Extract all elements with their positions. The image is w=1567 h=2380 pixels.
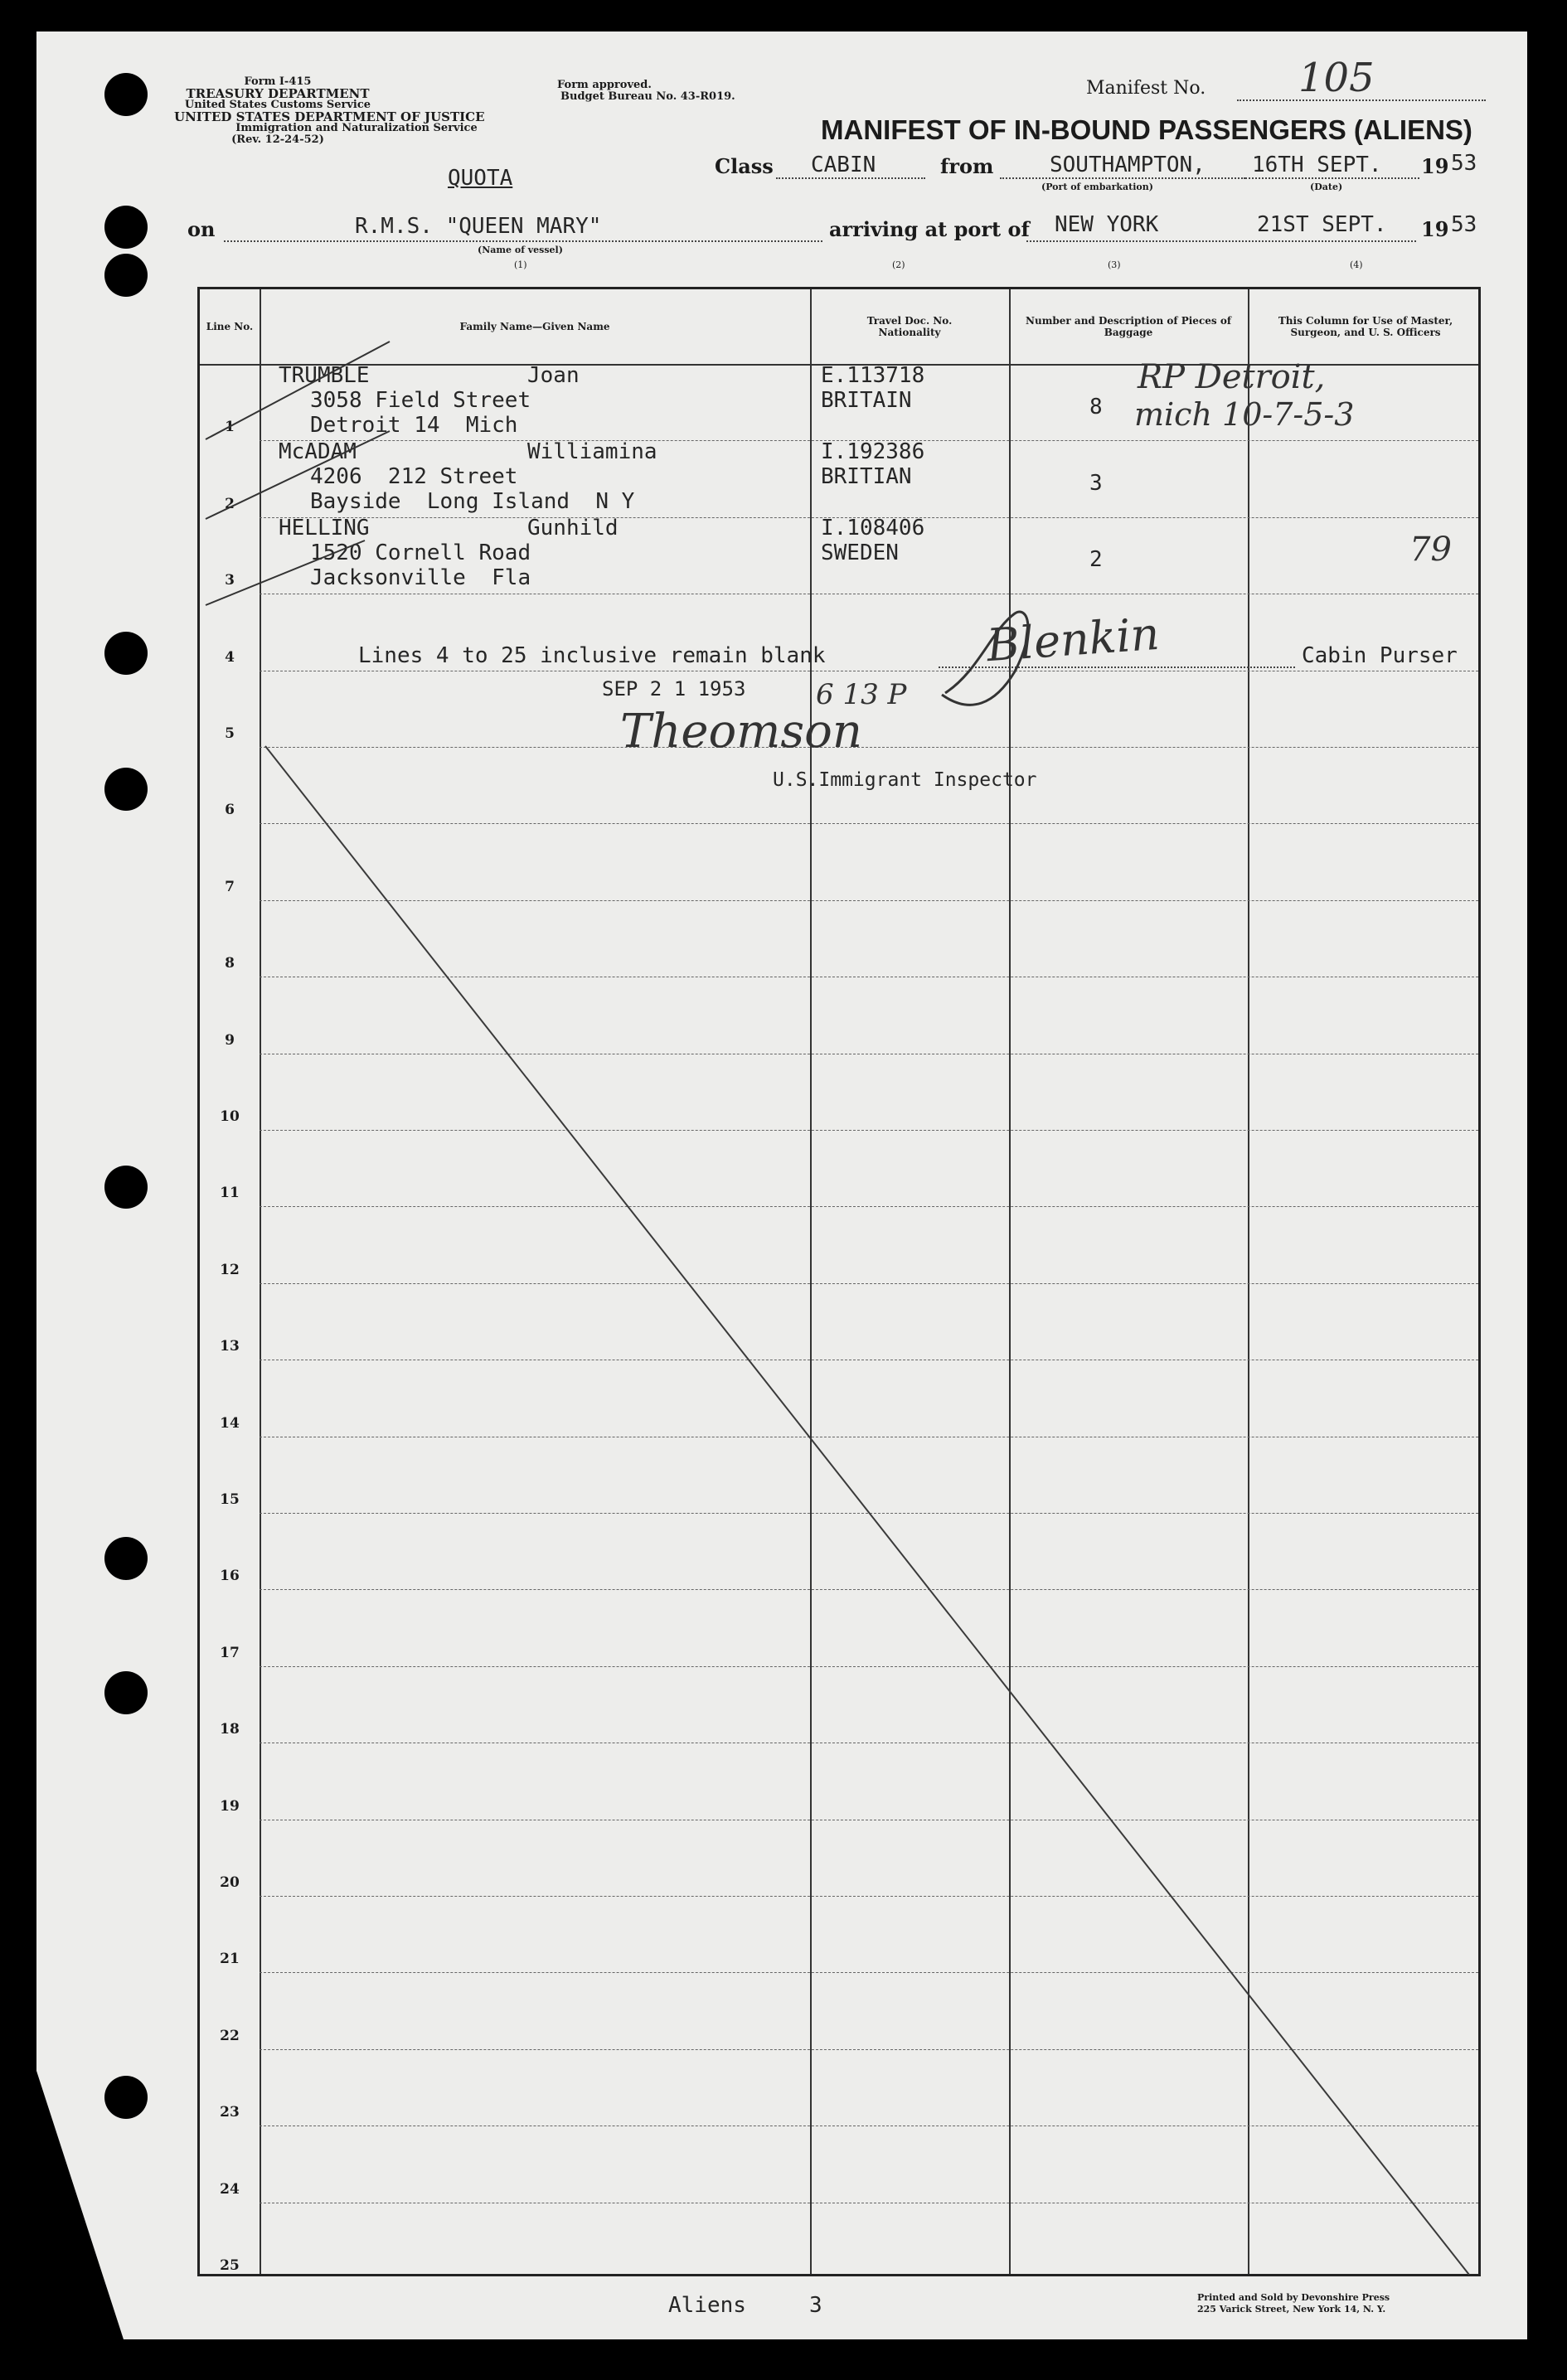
vessel-name: R.M.S. "QUEEN MARY"	[355, 214, 602, 239]
line-number: 17	[220, 1644, 240, 1661]
tick-mark	[206, 540, 365, 605]
nationality: SWEDEN	[821, 540, 899, 565]
printer-line-2: 225 Varick Street, New York 14, N. Y.	[1197, 2304, 1386, 2315]
travel-doc-number: I.108406	[821, 516, 925, 540]
purser-signature-loop	[942, 612, 1028, 705]
stamp-code: 6 13 P	[816, 678, 907, 711]
line-number: 5	[225, 725, 235, 742]
line-number: 16	[220, 1568, 240, 1585]
line-number: 12	[220, 1261, 240, 1278]
header-travel-doc: Travel Doc. No. Nationality	[866, 315, 953, 338]
embark-date-caption: (Date)	[1310, 182, 1343, 192]
aliens-label: Aliens	[668, 2293, 746, 2318]
passenger-given-name: Joan	[527, 363, 580, 388]
form-approved: Form approved.	[557, 79, 652, 91]
purser-title: Cabin Purser	[1302, 643, 1458, 668]
on-label: on	[187, 217, 216, 241]
form-number: Form I-415	[244, 75, 312, 88]
col-ref-2: (2)	[892, 259, 905, 270]
passenger-given-name: Gunhild	[527, 516, 619, 540]
line-number: 13	[220, 1338, 240, 1355]
arrival-date: 21ST SEPT.	[1257, 212, 1387, 237]
tick-mark	[206, 431, 390, 519]
manifest-title: MANIFEST OF IN-BOUND PASSENGERS (ALIENS)	[821, 114, 1472, 145]
line-number: 2	[225, 495, 235, 512]
col-ref-3: (3)	[1108, 259, 1121, 270]
col-ref-1: (1)	[514, 259, 527, 270]
line-number: 20	[220, 1874, 240, 1891]
line-number: 15	[220, 1491, 240, 1508]
passenger-given-name: Williamina	[527, 439, 657, 464]
passenger-address-1: 1520 Cornell Road	[310, 540, 531, 565]
year-1: 53	[1451, 151, 1477, 176]
printer-line-1: Printed and Sold by Devonshire Press	[1197, 2292, 1390, 2303]
line-number: 3	[225, 572, 235, 589]
ins-service: Immigration and Naturalization Service	[235, 122, 478, 134]
year-2: 53	[1451, 212, 1477, 237]
class-value: CABIN	[811, 153, 876, 177]
line-number: 21	[220, 1951, 240, 1968]
line-number: 1	[225, 419, 235, 436]
diagonal-stroke	[265, 746, 1469, 2275]
line-number: 8	[225, 955, 235, 972]
col-ref-4: (4)	[1350, 259, 1363, 270]
header-name: Family Name—Given Name	[459, 321, 610, 332]
tick-mark	[206, 342, 390, 439]
year-prefix-2: 19	[1421, 217, 1449, 241]
line-number: 19	[220, 1797, 240, 1815]
passenger-family-name: McADAM	[279, 439, 357, 464]
baggage-count: 8	[1089, 395, 1103, 419]
nationality: BRITAIN	[821, 388, 912, 413]
quota-label: QUOTA	[448, 166, 513, 191]
passenger-address-2: Jacksonville Fla	[310, 565, 531, 590]
inspector-title: U.S.Immigrant Inspector	[773, 769, 1037, 791]
blank-lines-statement: Lines 4 to 25 inclusive remain blank	[358, 643, 826, 668]
budget-bureau: Budget Bureau No. 43-R019.	[560, 90, 735, 103]
line-number: 9	[225, 1031, 235, 1049]
revision-date: (Rev. 12-24-52)	[231, 133, 324, 146]
arrival-port: NEW YORK	[1055, 212, 1159, 237]
line-number: 24	[220, 2180, 240, 2198]
travel-doc-number: I.192386	[821, 439, 925, 464]
year-prefix-1: 19	[1421, 154, 1449, 178]
officer-note: RP Detroit,	[1138, 358, 1326, 396]
header-officer-use: This Column for Use of Master, Surgeon, and U. S. Officers	[1278, 315, 1453, 338]
passenger-address-1: 3058 Field Street	[310, 388, 531, 413]
embark-date: 16TH SEPT.	[1252, 153, 1382, 177]
baggage-count: 3	[1089, 471, 1103, 496]
justice-department: UNITED STATES DEPARTMENT OF JUSTICE	[174, 109, 485, 124]
header-line-no: Line No.	[206, 321, 254, 332]
embark-port: SOUTHAMPTON,	[1050, 153, 1206, 177]
officer-note: 79	[1409, 531, 1452, 569]
passenger-family-name: HELLING	[279, 516, 370, 540]
officer-note: mich 10-7-5-3	[1134, 396, 1355, 433]
passenger-address-2: Bayside Long Island N Y	[310, 489, 635, 514]
passenger-address-2: Detroit 14 Mich	[310, 413, 518, 438]
customs-service: United States Customs Service	[184, 99, 371, 111]
arriving-label: arriving at port of	[829, 217, 1030, 241]
passenger-address-1: 4206 212 Street	[310, 464, 518, 489]
line-number: 7	[225, 878, 235, 895]
nationality: BRITIAN	[821, 464, 912, 489]
vessel-caption: (Name of vessel)	[478, 245, 563, 255]
line-number: 23	[220, 2104, 240, 2121]
line-number: 11	[220, 1185, 240, 1202]
aliens-count: 3	[809, 2293, 822, 2318]
purser-signature: Blenkin	[985, 607, 1162, 672]
inspector-signature: Theomson	[620, 705, 862, 759]
treasury-department: TREASURY DEPARTMENT	[186, 86, 370, 101]
manifest-no-label: Manifest No.	[1086, 78, 1206, 99]
line-number: 18	[220, 1721, 240, 1738]
baggage-count: 2	[1089, 547, 1103, 572]
header-baggage: Number and Description of Pieces of Baggage	[1026, 315, 1231, 338]
arrival-stamp-date: SEP 2 1 1953	[602, 677, 746, 700]
line-number: 6	[225, 802, 235, 819]
line-number: 25	[220, 2257, 240, 2274]
line-number: 14	[220, 1414, 240, 1432]
from-label: from	[940, 154, 994, 178]
class-label: Class	[715, 154, 774, 178]
travel-doc-number: E.113718	[821, 363, 925, 388]
line-number: 10	[220, 1108, 240, 1125]
line-number: 22	[220, 2027, 240, 2044]
line-number: 4	[225, 648, 235, 666]
embark-port-caption: (Port of embarkation)	[1041, 182, 1153, 192]
manifest-number: 105	[1298, 55, 1375, 101]
passenger-family-name: TRUMBLE	[279, 363, 370, 388]
